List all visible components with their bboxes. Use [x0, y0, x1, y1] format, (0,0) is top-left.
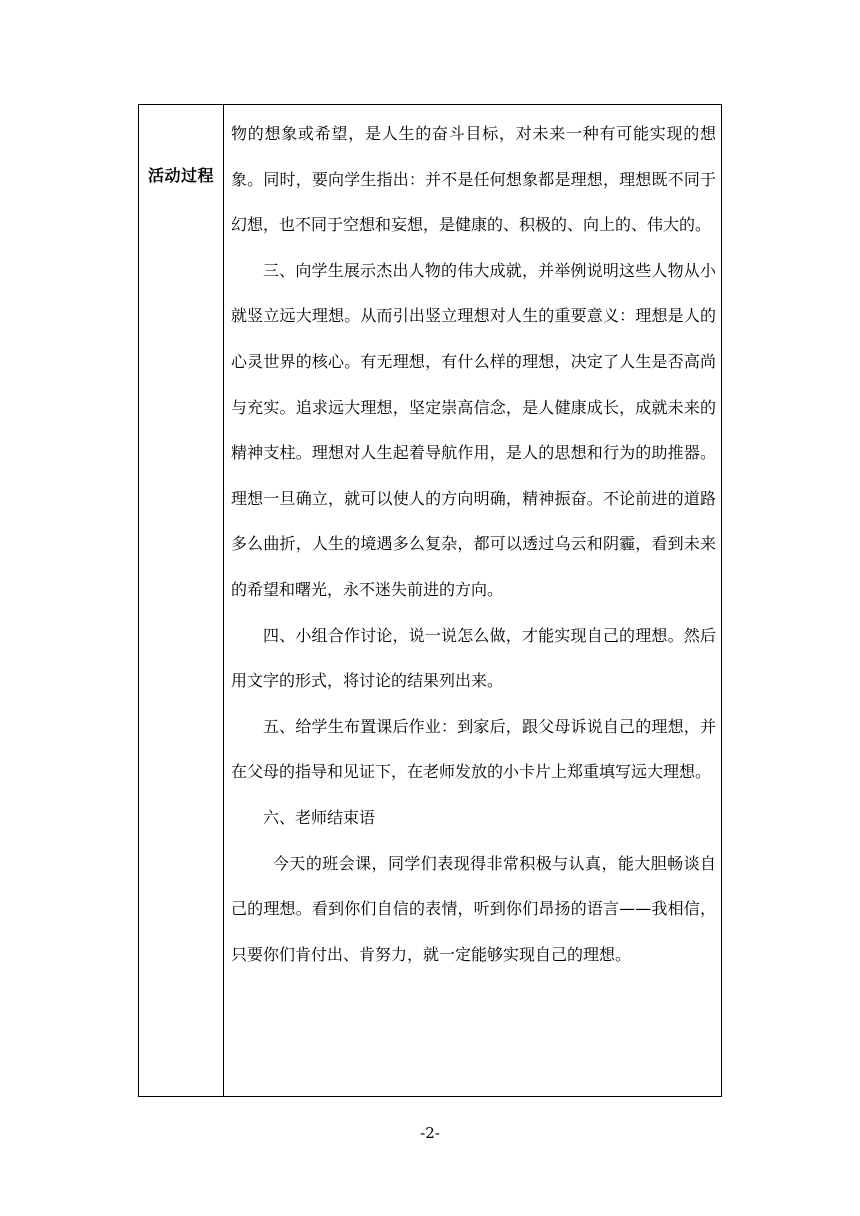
activity-table — [138, 104, 722, 1097]
paragraph-section-four: 四、小组合作讨论，说一说怎么做，才能实现自己的理想。然后用文字的形式，将讨论的结果列出来。 — [231, 625, 716, 691]
paragraph-continuation: 物的想象或希望，是人生的奋斗目标，对未来一种有可能实现的想象。同时，要向学生指出：并不是任何想象都是理想，理想既不同于幻想，也不同于空想和妄想，是健康的、积极的、向上的、伟大的。 — [231, 124, 716, 235]
activity-process-label: 活动过程 — [147, 166, 214, 185]
table-content-cell — [224, 105, 721, 1096]
paragraph-section-five: 五、给学生布置课后作业：到家后，跟父母诉说自己的理想，并在父母的指导和见证下，在老师发放的小卡片上郑重填写远大理想。 — [231, 716, 716, 782]
paragraph-closing-remarks: 今天的班会课，同学们表现得非常积极与认真，能大胆畅谈自己的理想。看到你们自信的表情，听到你们昂扬的语言——我相信，只要你们肯付出、肯努力，就一定能够实现自己的理想。 — [231, 853, 716, 964]
page-number: -2- — [420, 1124, 440, 1142]
paragraph-section-three: 三、向学生展示杰出人物的伟大成就，并举例说明这些人物从小就竖立远大理想。从而引出竖立理想对人生的重要意义：理想是人的心灵世界的核心。有无理想，有什么样的理想，决定了人生是否高尚与充实。追求远大理想，坚定崇高信念，是人健康成长，成就未来的精神支柱。理想对人生起着导航作用，是人的思想和行为的助推器。理想一旦确立，就可以使人的方向明确，精神振奋。不论前进的道路多么曲折，人生的境遇多么复杂，都可以透过乌云和阴霾，看到未来的希望和曙光，永不迷失前进的方向。 — [231, 260, 716, 599]
table-label-cell — [139, 105, 224, 1096]
paragraph-section-six-heading: 六、老师结束语 — [263, 807, 376, 827]
